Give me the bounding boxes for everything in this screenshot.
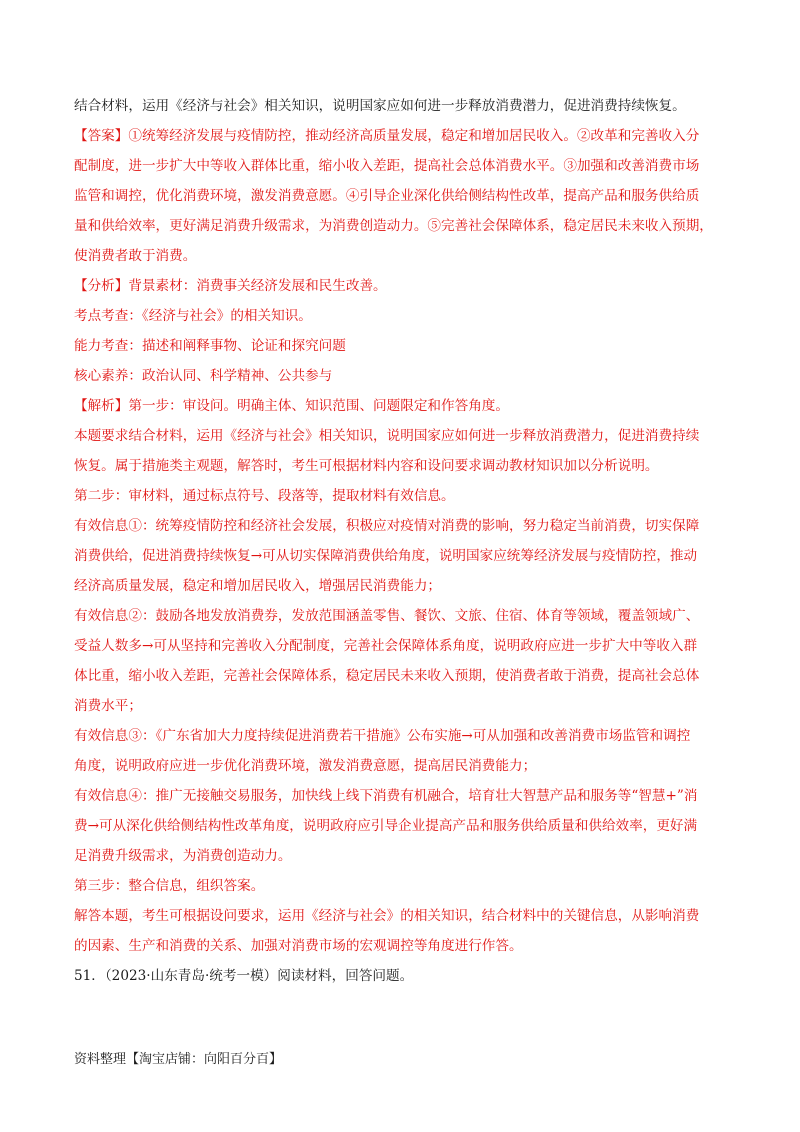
text-line: 有效信息④：推广无接触交易服务，加快线上线下消费有机融合，培育壮大智慧产品和服务等“智慧+”消 <box>74 788 698 804</box>
text-line: 有效信息③：《广东省加大力度持续促进消费若干措施》公布实施→可从加强和改善消费市场监管和调控 <box>74 728 691 744</box>
text-line: 有效信息①：统筹疫情防控和经济社会发展，积极应对疫情对消费的影响，努力稳定当前消费，切实保障 <box>74 518 700 534</box>
text-line: 足消费升级需求，为消费创造动力。 <box>74 848 292 864</box>
text-line: 角度，说明政府应进一步优化消费环境，激发消费意愿，提高居民消费能力； <box>74 758 537 774</box>
text-line: 监管和调控，优化消费环境，激发消费意愿。④引导企业深化供给侧结构性改革，提高产品和服务供给质 <box>74 188 700 204</box>
text-line: 消费供给，促进消费持续恢复→可从切实保障消费供给角度，说明国家应统筹经济发展与疫情防控，推动 <box>74 548 698 564</box>
text-line: 【答案】①统筹经济发展与疫情防控，推动经济高质量发展，稳定和增加居民收入。②改革和完善收入分 <box>74 128 700 144</box>
text-line: 体比重，缩小收入差距，完善社会保障体系，稳定居民未来收入预期，使消费者敢于消费，提高社会总体 <box>74 668 700 684</box>
text-line: 的因素、生产和消费的关系、加强对消费市场的宏观调控等角度进行作答。 <box>74 938 523 954</box>
text-line: 考点考查：《经济与社会》的相关知识。 <box>74 308 312 324</box>
text-line: 51．（2023·山东青岛·统考一模）阅读材料，回答问题。 <box>74 968 414 984</box>
text-line: 量和供给效率，更好满足消费升级需求，为消费创造动力。⑤完善社会保障体系，稳定居民未来收入预期， <box>74 218 713 234</box>
text-line: 消费水平； <box>74 698 142 714</box>
text-line: 配制度，进一步扩大中等收入群体比重，缩小收入差距，提高社会总体消费水平。③加强和改善消费市场 <box>74 158 700 174</box>
text-line: 能力考查：描述和阐释事物、论证和探究问题 <box>74 338 346 354</box>
text-line: 有效信息②：鼓励各地发放消费券，发放范围涵盖零售、餐饮、文旅、住宿、体育等领域，覆盖领域广、 <box>74 608 700 624</box>
text-line: 解答本题，考生可根据设问要求，运用《经济与社会》的相关知识，结合材料中的关键信息，从影响消费 <box>74 908 700 924</box>
page-footer: 资料整理【淘宝店铺：向阳百分百】 <box>74 1052 283 1067</box>
text-line: 受益人数多→可从坚持和完善收入分配制度，完善社会保障体系角度，说明政府应进一步扩大中等收入群 <box>74 638 698 654</box>
text-line: 【解析】第一步：审设问。明确主体、知识范围、问题限定和作答角度。 <box>74 398 509 414</box>
text-line: 第二步：审材料，通过标点符号、段落等，提取材料有效信息。 <box>74 488 455 504</box>
text-line: 核心素养：政治认同、科学精神、公共参与 <box>74 368 333 384</box>
text-line: 使消费者敢于消费。 <box>74 248 197 264</box>
text-line: 【分析】背景素材：消费事关经济发展和民生改善。 <box>74 278 387 294</box>
document-body <box>74 91 730 991</box>
text-line: 恢复。属于措施类主观题，解答时，考生可根据材料内容和设问要求调动教材知识加以分析说明。 <box>74 458 659 474</box>
text-line: 费→可从深化供给侧结构性改革角度，说明政府应引导企业提高产品和服务供给质量和供给效率，更好满 <box>74 818 698 834</box>
text-line: 第三步：整合信息，组织答案。 <box>74 878 265 894</box>
text-line: 经济高质量发展，稳定和增加居民收入，增强居民消费能力； <box>74 578 442 594</box>
text-line: 本题要求结合材料，运用《经济与社会》相关知识，说明国家应如何进一步释放消费潜力，促进消费持续 <box>74 428 700 444</box>
text-line: 结合材料，运用《经济与社会》相关知识，说明国家应如何进一步释放消费潜力，促进消费持续恢复。 <box>74 98 686 114</box>
